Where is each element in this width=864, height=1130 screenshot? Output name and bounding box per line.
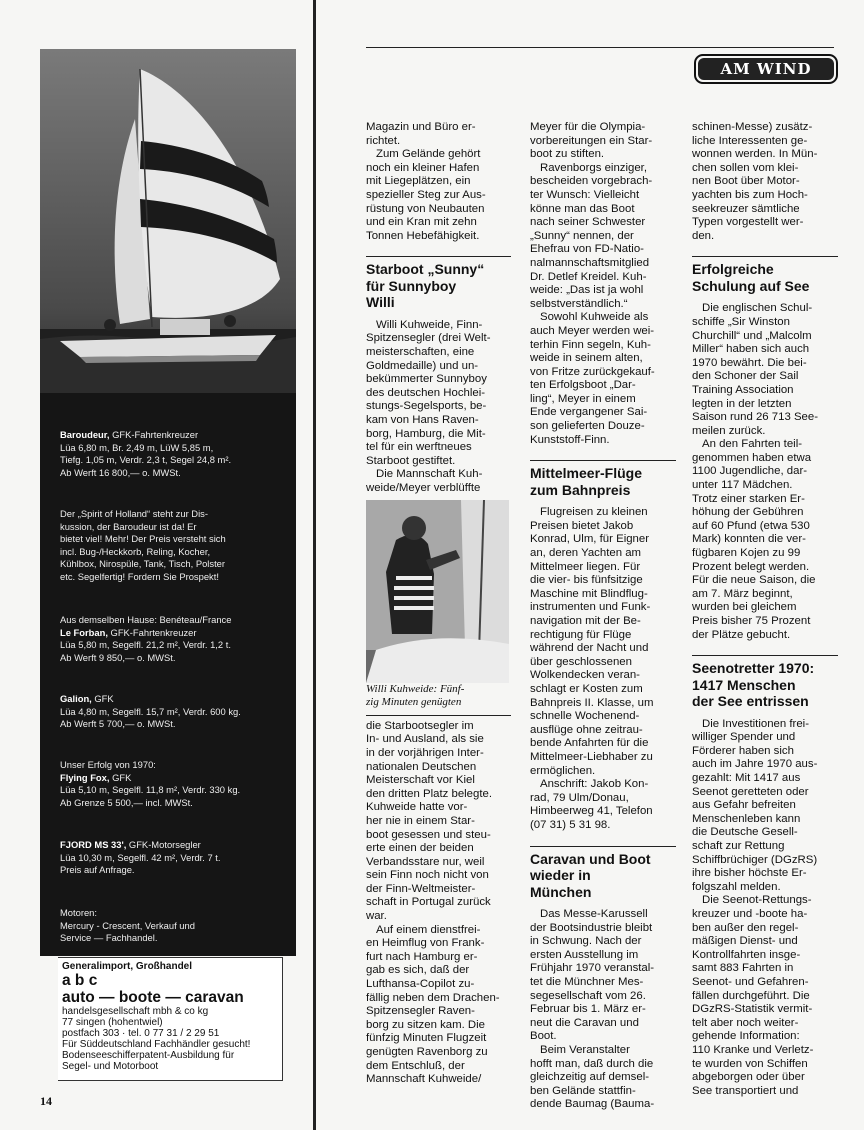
ad-line: Lüa 5,80 m, Segelfl. 21,2 m², Verdr. 1,2 t.	[60, 639, 231, 650]
article-text-line: dem Entschluß, der	[366, 1059, 465, 1072]
article-text-line: war.	[366, 910, 387, 923]
article-text-line: Prozent belegt werden.	[692, 560, 810, 573]
ad-line: FJORD MS 33', GFK-Motorsegler	[60, 839, 201, 850]
ad-footer-box	[58, 957, 283, 1081]
article-text-line: Dr. Detlef Kreidel. Kuh-	[530, 270, 647, 283]
paragraph-gap	[366, 311, 511, 319]
article-paragraph-start: Auf einem dienstfrei-	[376, 923, 481, 936]
headline-rule	[366, 256, 511, 257]
article-text-line: des deutschen Hochlei-	[366, 386, 486, 399]
article-text-line: meisterschaften, eine	[366, 346, 475, 359]
ad-product-name: FJORD MS 33',	[60, 839, 127, 850]
article-text-line: ben Gelände stattfin-	[530, 1084, 636, 1097]
ad-footer-line: Segel- und Motorboot	[62, 1061, 159, 1072]
ad-footer-line: Bodenseeschifferpatent-Ausbildung für	[62, 1050, 235, 1061]
article-text-line: terhin Finn segeln, Kuh-	[530, 338, 651, 351]
article-text-line: yachten bis zum Hoch-	[692, 188, 808, 201]
ad-line: Lüa 6,80 m, Br. 2,49 m, LüW 5,85 m,	[60, 441, 214, 453]
article-text-line: ter Wunsch: Vielleicht	[530, 188, 640, 201]
article-text-line: auch Meyer werden wei-	[530, 324, 655, 337]
article-text-line: nalmannschaftsmitglied	[530, 256, 650, 269]
article-headline: wieder in	[530, 867, 591, 883]
article-text-line: wonnen werden. In Mün-	[692, 148, 818, 161]
article-text-line: der Bootsindustrie bleibt	[530, 921, 653, 934]
article-text-line: abgeborgen oder über	[692, 1071, 805, 1084]
article-text-line: her nie in einem Star-	[366, 814, 475, 827]
article-text-line: Meisterschaft vor Kiel	[366, 774, 475, 787]
article-text-line: borg zu sitzen kam. Die	[366, 1018, 486, 1031]
article-text-line: schnelle Wochenend-	[530, 710, 640, 723]
ad-footer-line: 77 singen (hohentwiel)	[62, 1017, 163, 1028]
article-text-line: williger Spender und	[692, 731, 796, 744]
article-text-line: der Plätze gebucht.	[692, 628, 791, 641]
article-text-line: en Heimflug von Frank-	[366, 937, 485, 950]
article-text-line: Wolkendecken veran-	[530, 669, 640, 682]
article-text-line: ling“, Meyer in einem	[530, 392, 636, 405]
article-text-line: te wurden von Schiffen	[692, 1057, 808, 1070]
article-text-line: die Starbootsegler im	[366, 719, 474, 732]
article-text-line: navigation mit der Be-	[530, 615, 641, 627]
ad-block-description	[60, 508, 290, 583]
article-text-line: rad, 79 Ulm/Donau,	[530, 791, 629, 804]
ad-line: etc. Segelfertig! Fordern Sie Prospekt!	[60, 570, 219, 582]
article-text-line: meilen zurück.	[692, 424, 766, 437]
article-text-line: stungs-Segelsports, be-	[366, 400, 487, 413]
article-text-line: Ehefrau von FD-Natio-	[530, 243, 644, 256]
paragraph-gap	[692, 294, 838, 302]
ad-product-name: Baroudeur,	[60, 429, 110, 440]
article-text-line: gleichzeitig auf demsel-	[530, 1071, 650, 1084]
article-text-line: genügten Ravenborg zu	[366, 1046, 488, 1058]
article-text-line: während der Nacht und	[530, 642, 649, 655]
article-text-line: Mannschaft Kuhweide/	[366, 1073, 482, 1086]
article-text-line: instrumenten und Funk-	[530, 601, 651, 614]
ad-block-fjord	[60, 839, 290, 877]
article-text-line: chen sollen vom klei-	[692, 161, 799, 174]
ad-line: Mercury - Crescent, Verkauf und	[60, 919, 195, 931]
page-gutter	[313, 0, 316, 1130]
article-text-line: Training Association	[692, 383, 794, 396]
ad-line: bietet viel! Mehr! Der Preis versteht sich	[60, 533, 226, 544]
paragraph-gap	[692, 243, 838, 251]
article-text-line: den Schoner der Sail	[692, 370, 799, 383]
article-text-line: folgszahl melden.	[692, 880, 781, 893]
article-text-line: spezieller Steg zur Aus-	[366, 188, 486, 201]
article-text-line: von Fritze zurückgekauf-	[530, 365, 655, 378]
article-text-line: an, deren Yachten am	[530, 547, 642, 560]
article-text-line: erte einen der beiden	[366, 842, 474, 855]
article-paragraph-start: Flugreisen zu kleinen	[540, 506, 648, 519]
section-badge-label: AM WIND	[698, 58, 834, 80]
article-text-line: rüstung von Neubauten	[366, 202, 485, 215]
article-text-line: Seenot geretteten oder	[692, 785, 809, 798]
article-text-line: die vier- bis fünfsitzige	[530, 574, 643, 587]
article-text-line: Magazin und Büro er-	[366, 121, 476, 133]
article-text-line: tel für ein werftneues	[366, 441, 472, 454]
article-text-line: schaft in Portugal zurück	[366, 896, 491, 909]
article-text-line: schiffe „Sir Winston	[692, 315, 790, 328]
sailboat-photo	[40, 49, 296, 393]
article-paragraph-start: Beim Veranstalter	[540, 1043, 630, 1056]
article-text-line: Frühjahr 1970 veranstal-	[530, 962, 655, 975]
article-text-line: Mittelmeer-Liebhaber zu	[530, 750, 653, 763]
ad-line: Preis auf Anfrage.	[60, 864, 135, 875]
article-text-line: den dritten Platz belegte.	[366, 787, 493, 800]
ad-line: incl. Bug-/Heckkorb, Reling, Kocher,	[60, 545, 211, 557]
article-text-line: unter 117 Mädchen.	[692, 479, 793, 492]
article-paragraph-start: Willi Kuhweide, Finn-	[376, 318, 483, 331]
ad-line: Ab Werft 9 850,— o. MWSt.	[60, 651, 176, 663]
article-paragraph-start: Sowohl Kuhweide als	[540, 311, 649, 324]
article-text-line: den.	[692, 229, 715, 242]
article-column-1	[366, 121, 511, 1087]
article-text-line: Maschine mit Blindflug-	[530, 587, 648, 600]
article-paragraph-start: Die Investitionen frei-	[702, 717, 809, 730]
article-text-line: vorbereitungen ein Star-	[530, 134, 653, 147]
ad-product-name: Le Forban,	[60, 626, 108, 638]
article-text-line: weide: „Das ist ja wohl	[530, 284, 644, 297]
article-text-line: segesellschaft vom 26.	[530, 989, 646, 1002]
ad-line: Motoren:	[60, 907, 97, 918]
ad-product-name: Flying Fox,	[60, 771, 110, 783]
ad-line: Flying Fox, GFK	[60, 771, 132, 783]
article-headline: Starboot „Sunny“	[366, 261, 485, 278]
article-text-line: fällen durchgeführt. Die	[692, 989, 810, 1002]
article-text-line: Meyer für die Olympia-	[530, 121, 646, 133]
article-text-line: seekreuzer sämtliche	[692, 202, 800, 215]
article-headline: für Sunnyboy	[366, 277, 457, 294]
article-text-line: aus Gefahr befreiten	[692, 799, 796, 812]
article-text-line: Himbeerweg 41, Telefon	[530, 805, 653, 818]
ad-line: Ab Grenze 5 500,— incl. MWSt.	[60, 796, 193, 808]
article-text-line: höhung der Gebühren	[692, 506, 804, 519]
ad-block-motoren	[60, 907, 290, 945]
article-text-line: Seenot- und Gefahren-	[692, 975, 809, 988]
article-text-line: könne man das Boot	[530, 202, 635, 215]
top-rule	[366, 47, 834, 48]
article-paragraph-start: Zum Gelände gehört	[376, 148, 481, 161]
article-text-line: Tonnen Hebefähigkeit.	[366, 229, 480, 242]
article-text-line: und ein Kran mit zehn	[366, 216, 477, 229]
article-text-line: Miller“ haben sich auch	[692, 343, 810, 356]
article-text-line: schlagt er Kosten zum	[530, 682, 643, 695]
article-text-line: boot gesessen und steu-	[366, 828, 491, 841]
ad-line: Galion, GFK	[60, 693, 114, 704]
article-text-line: borg, Hamburg, die Mit-	[366, 427, 486, 440]
article-text-line: „Sunny“ nennen, der	[530, 229, 634, 242]
article-text-line: legten in der letzten	[692, 397, 792, 410]
headline-rule	[692, 655, 838, 656]
article-text-line: Februar bis 1. März er-	[530, 1003, 646, 1016]
article-text-line: die Deutsche Gesell-	[692, 826, 798, 839]
article-text-line: ben außer den regel-	[692, 921, 799, 934]
article-text-line: Trotz einer starken Er-	[692, 492, 805, 505]
article-text-line: furt nach Hamburg er-	[366, 950, 478, 963]
article-text-line: genommen haben etwa	[692, 451, 812, 464]
advertisement-text	[40, 393, 296, 956]
article-paragraph-start: An den Fahrten teil-	[702, 438, 803, 451]
article-text-line: 110 Kranke und Verletz-	[692, 1043, 814, 1056]
page-number: 14	[40, 1094, 52, 1108]
article-text-line: sein Finn noch nicht von	[366, 869, 489, 882]
ad-line: Baroudeur, GFK-Fahrtenkreuzer	[60, 429, 199, 440]
article-text-line: in Schwung. Nach der	[530, 935, 642, 948]
article-text-line: gezahlt: Mit 1417 aus	[692, 772, 801, 785]
article-text-line: Für die neue Saison, die	[692, 574, 816, 587]
article-text-line: noch ein kleiner Hafen	[366, 161, 480, 174]
article-text-line: ermöglichen.	[530, 764, 596, 777]
article-text-line: richtet.	[366, 134, 401, 147]
article-text-line: bekümmerter Sunnyboy	[366, 373, 487, 386]
article-text-line: mäßigen Dienst- und	[692, 935, 798, 948]
article-text-line: See transportiert und	[692, 1084, 799, 1097]
ad-block-baroudeur	[60, 429, 290, 479]
article-text-line: Preis bisher 75 Prozent	[692, 615, 811, 627]
photo-caption: Willi Kuhweide: Fünf-	[366, 682, 465, 695]
ad-footer-heading: Generalimport, Großhandel	[62, 961, 193, 972]
article-text-line: gab es sich, daß der	[366, 964, 470, 977]
ad-line: Tiefg. 1,05 m, Verdr. 2,3 t, Segel 24,8 m².	[60, 454, 232, 465]
paragraph-gap	[530, 498, 676, 506]
article-paragraph-start: Die Seenot-Rettungs-	[702, 894, 812, 907]
article-column-3	[692, 121, 838, 1098]
article-text-line: Starboot gestiftet.	[366, 454, 456, 467]
article-text-line: Lufthansa-Copilot zu-	[366, 978, 475, 991]
ad-line: Kühlbox, Nirospüle, Tank, Tisch, Polster	[60, 558, 226, 569]
article-text-line: Ende vergangener Sai-	[530, 406, 648, 419]
article-text-line: telt aber noch weiter-	[692, 1016, 799, 1029]
headline-rule	[530, 460, 676, 461]
article-paragraph-start: Die englischen Schul-	[702, 302, 813, 315]
article-text-line: Verbandsstare nur, weil	[366, 855, 485, 868]
article-text-line: Menschenleben kann	[692, 812, 801, 825]
article-text-line: weide in seinem alten,	[530, 352, 643, 365]
article-text-line: fügbaren Kojen zu 99	[692, 547, 801, 560]
article-text-line: ten Erfolgsboot „Dar-	[530, 379, 636, 392]
article-text-line: hofft man, daß durch die	[530, 1057, 654, 1070]
paragraph-gap	[692, 710, 838, 718]
ad-line: Aus demselben Hause: Benéteau/France	[60, 614, 232, 625]
ad-footer-line: Für Süddeutschland Fachhändler gesucht!	[62, 1039, 251, 1050]
article-text-line: Typen vorgestellt wer-	[692, 216, 804, 229]
article-text-line: Spitzensegler (drei Welt-	[366, 332, 491, 345]
article-text-line: boot zu stiften.	[530, 148, 605, 161]
article-headline: Schulung auf See	[692, 277, 810, 294]
ad-line: Unser Erfolg von 1970:	[60, 759, 156, 770]
article-text-line: weide/Meyer verblüffte	[366, 481, 481, 494]
article-paragraph-start: Die Mannschaft Kuh-	[376, 468, 483, 481]
article-text-line: Mark) konnten die ver-	[692, 533, 806, 546]
article-text-line: 1970 bewährt. Die bei-	[692, 356, 807, 369]
ad-line: Der „Spirit of Holland“ steht zur Dis-	[60, 508, 208, 519]
article-text-line: fünfzig Minuten Flugzeit	[366, 1032, 487, 1045]
article-text-line: Bahnpreis II. Klasse, um	[530, 696, 654, 709]
article-headline: zum Bahnpreis	[530, 481, 631, 498]
section-badge	[694, 54, 838, 84]
article-text-line: der Finn-Weltmeister-	[366, 882, 476, 895]
paragraph-gap	[692, 642, 838, 650]
article-text-line: am 7. März beginnt,	[692, 587, 793, 600]
article-text-line: rechtigung für Flüge	[530, 628, 632, 641]
article-headline: München	[530, 883, 592, 900]
article-text-line: schinen-Messe) zusätz-	[692, 121, 813, 133]
article-text-line: Förderer haben sich	[692, 744, 794, 757]
ad-line: Lüa 10,30 m, Segelfl. 42 m², Verdr. 7 t.	[60, 851, 221, 863]
article-text-line: in der vorjährigen Inter-	[366, 746, 484, 759]
paragraph-gap	[366, 243, 511, 251]
ad-line: Lüa 5,10 m, Segelfl. 11,8 m², Verdr. 330 kg.	[60, 784, 241, 795]
article-text-line: mit Liegeplätzen, ein	[366, 175, 471, 188]
paragraph-gap	[530, 833, 676, 841]
article-text-line: bende Anfahrten für die	[530, 737, 649, 750]
article-text-line: selbstverständlich.“	[530, 297, 628, 310]
ad-footer-line: handelsgesellschaft mbh & co kg	[62, 1006, 209, 1017]
ad-line: Ab Werft 5 700,— o. MWSt.	[60, 718, 176, 729]
ad-footer-line: postfach 303 · tel. 0 77 31 / 2 29 51	[62, 1028, 220, 1039]
article-text-line: bescheiden vorgebrach-	[530, 175, 653, 188]
ad-line: Le Forban, GFK-Fahrtenkreuzer	[60, 626, 197, 638]
article-text-line: DGzRS-Statistik vermit-	[692, 1003, 813, 1016]
article-text-line: tet die Münchner Mes-	[530, 975, 644, 988]
article-text-line: auch im Jahre 1970 aus-	[692, 758, 818, 771]
ad-product-name: Galion,	[60, 693, 92, 704]
article-text-line: fällig neben dem Drachen-	[366, 991, 500, 1004]
article-text-line: dende Baumag (Bauma-	[530, 1098, 655, 1111]
article-text-line: kam von Hans Raven-	[366, 414, 479, 426]
article-text-line: gehende Information:	[692, 1030, 800, 1043]
ad-line: Lüa 4,80 m, Segelfl. 15,7 m², Verdr. 600 kg.	[60, 705, 241, 717]
article-text-line: Mittelmeer liegen. Für	[530, 560, 641, 573]
article-paragraph-start: Ravenborgs einziger,	[540, 161, 648, 174]
article-text-line: (07 31) 5 31 98.	[530, 818, 611, 831]
photo-caption: zig Minuten genügten	[366, 696, 462, 709]
kuhweide-photo	[366, 500, 509, 683]
article-text-line: über geschlossenen	[530, 655, 632, 668]
article-text-line: ersten Ausstellung im	[530, 948, 639, 961]
article-text-line: nationalen Deutschen	[366, 760, 477, 773]
article-text-line: liche Interessenten ge-	[692, 134, 808, 147]
paragraph-gap	[530, 447, 676, 455]
ad-block-galion	[60, 693, 290, 731]
article-text-line: Spitzensegler Raven-	[366, 1005, 475, 1018]
ad-brand-tagline: auto — boote — caravan	[62, 989, 244, 1006]
article-headline: Erfolgreiche	[692, 261, 774, 278]
article-text-line: samt 883 Fahrten in	[692, 962, 794, 975]
ad-line: Ab Werft 16 800,— o. MWSt.	[60, 466, 181, 478]
article-text-line: auf 60 Pfund (etwa 530	[692, 519, 810, 532]
article-text-line: schaft zur Rettung	[692, 840, 785, 853]
article-headline: der See entrissen	[692, 693, 809, 710]
article-text-line: Churchill“ und „Malcolm	[692, 329, 812, 342]
article-headline: 1417 Menschen	[692, 676, 796, 693]
article-text-line: Preisen bietet Jakob	[530, 519, 634, 532]
article-text-line: In- und Ausland, als sie	[366, 733, 484, 746]
ad-line: kussion, der Baroudeur ist da! Er	[60, 520, 197, 532]
ad-brand-abc: a b c	[62, 972, 98, 989]
article-text-line: nach seiner Schwester	[530, 216, 646, 229]
ad-block-le-forban	[60, 614, 290, 664]
article-text-line: Boot.	[530, 1030, 557, 1043]
article-text-line: neut die Caravan und	[530, 1016, 639, 1029]
article-text-line: Kunststoff-Finn.	[530, 433, 610, 446]
article-text-line: Kuhweide hatte vor-	[366, 801, 468, 814]
article-text-line: wurden bei gleichem	[692, 601, 797, 614]
article-text-line: ihre bisher höchste Er-	[692, 867, 807, 880]
headline-rule	[692, 256, 838, 257]
article-headline: Seenotretter 1970:	[692, 660, 815, 677]
article-text-line: Goldmedaille) und un-	[366, 359, 479, 372]
article-text-line: Konrad, Ulm, für Eigner	[530, 533, 650, 546]
ad-line: Service — Fachhandel.	[60, 932, 158, 943]
headline-rule	[530, 846, 676, 847]
article-paragraph-start: Anschrift: Jakob Kon-	[540, 778, 649, 791]
article-text-line: ausflüge ohne zeitrau-	[530, 723, 643, 736]
article-text-line: kreuzer und -boote ha-	[692, 908, 808, 920]
article-text-line: son gelieferten Douze-	[530, 420, 645, 433]
article-text-line: Schiffbrüchiger (DGzRS)	[692, 853, 818, 866]
article-headline: Mittelmeer-Flüge	[530, 465, 643, 482]
article-headline: Willi	[366, 294, 395, 311]
article-text-line: 1100 Jugendliche, dar-	[692, 465, 808, 478]
headline-rule	[366, 715, 511, 716]
article-text-line: Kontrollfahrten insge-	[692, 948, 801, 961]
article-headline: Caravan und Boot	[530, 850, 651, 867]
paragraph-gap	[530, 900, 676, 908]
article-column-2	[530, 121, 676, 1112]
article-text-line: Saison rund 26 713 See-	[692, 411, 819, 424]
ad-block-flying-fox	[60, 759, 290, 809]
article-text-line: nen Boot über Motor-	[692, 175, 800, 188]
article-paragraph-start: Das Messe-Karussell	[540, 908, 648, 920]
